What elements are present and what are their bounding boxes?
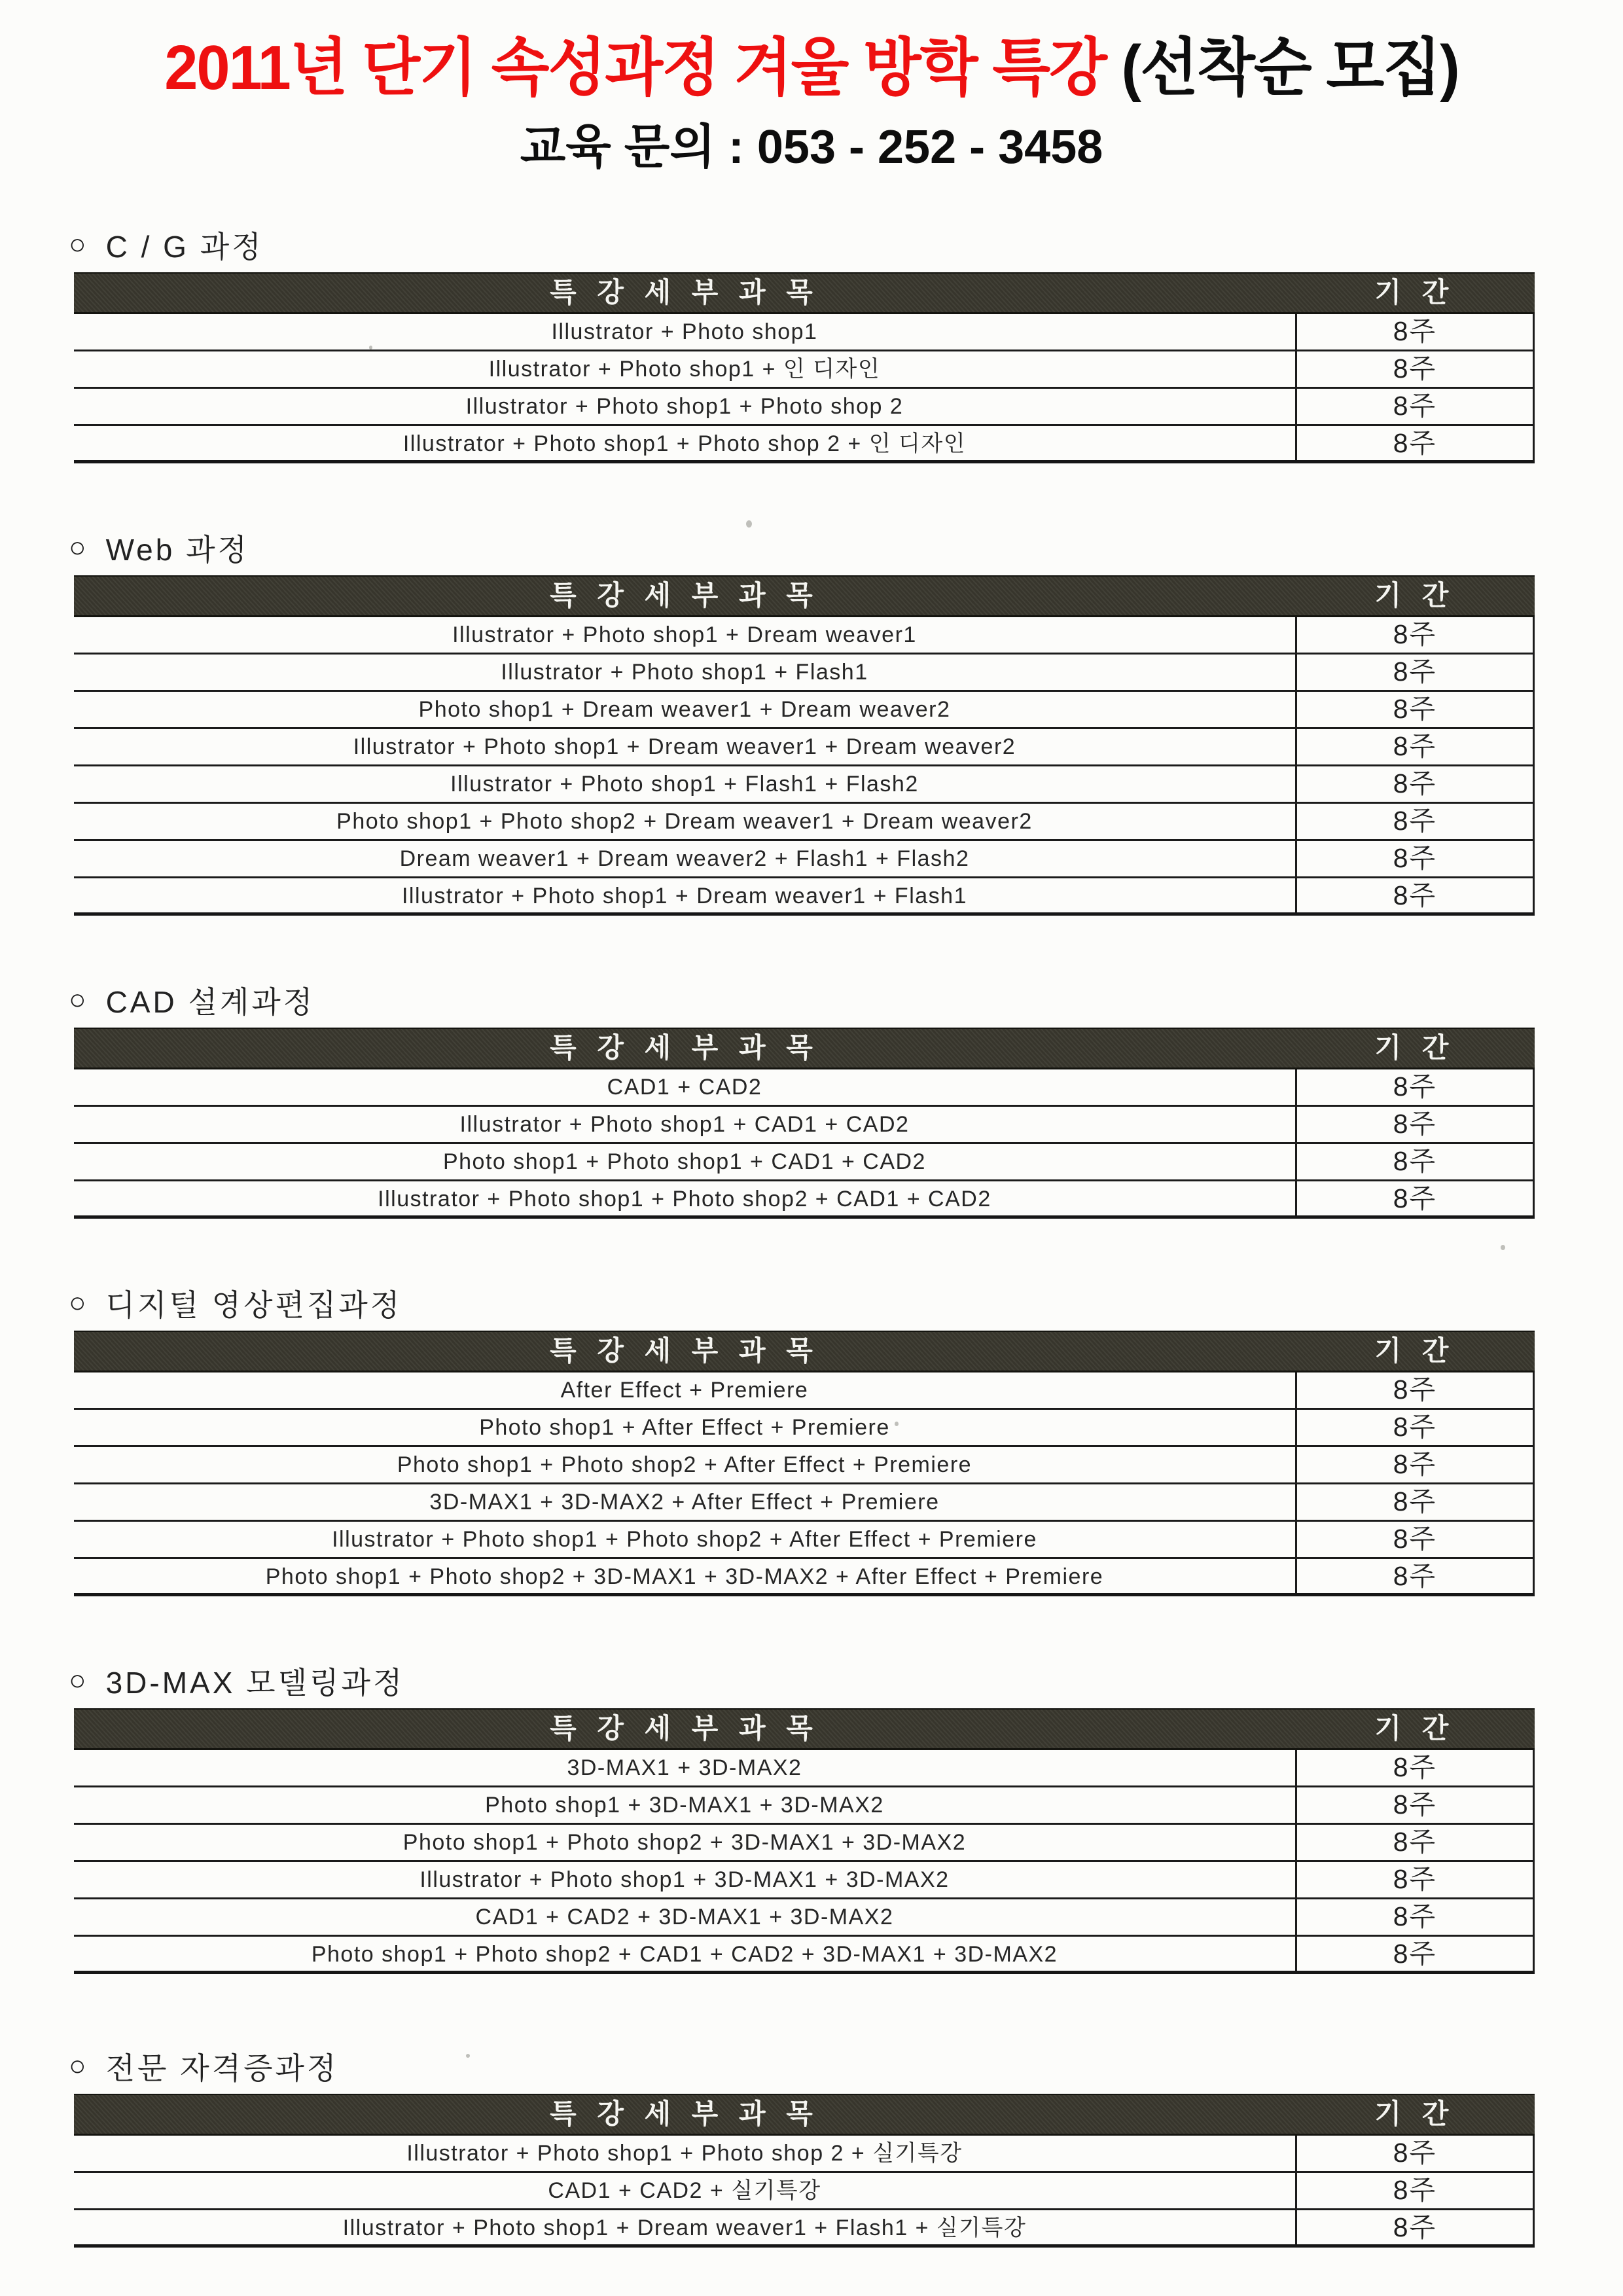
subject-column-header: 특 강 세 부 과 목 <box>550 2098 819 2129</box>
subject-cell: Illustrator + Photo shop1 <box>551 319 818 344</box>
subject-cell: CAD1 + CAD2 + 3D-MAX1 + 3D-MAX2 <box>475 1904 894 1929</box>
duration-cell: 8주 <box>1295 389 1535 424</box>
table-row <box>74 1181 1535 1219</box>
duration-cell: 8주 <box>1295 692 1535 727</box>
duration-cell: 8주 <box>1295 1484 1535 1520</box>
course-table <box>74 1708 1535 1974</box>
duration-cell: 8주 <box>1295 1144 1535 1179</box>
table-row <box>74 1825 1535 1862</box>
duration-cell: 8주 <box>1295 1410 1535 1445</box>
duration-column-header: 기 간 <box>1374 1712 1455 1744</box>
duration-column-header: 기 간 <box>1374 1335 1455 1366</box>
duration-column-header: 기 간 <box>1374 1031 1455 1063</box>
subject-column-header: 특 강 세 부 과 목 <box>550 579 819 611</box>
duration-column-header: 기 간 <box>1374 579 1455 611</box>
duration-cell: 8주 <box>1295 1069 1535 1105</box>
subject-cell: Photo shop1 + Photo shop2 + 3D-MAX1 + 3D-MAX2 <box>402 1829 967 1855</box>
subject-cell: Photo shop1 + Photo shop2 + CAD1 + CAD2 + 3D-MAX1 + 3D-MAX2 <box>311 1941 1058 1967</box>
course-section <box>0 529 1623 916</box>
subject-cell: Dream weaver1 + Dream weaver2 + Flash1 + Flash2 <box>399 846 970 871</box>
scan-speck <box>369 346 372 350</box>
duration-cell: 8주 <box>1295 878 1535 912</box>
course-section <box>0 226 1623 463</box>
subject-cell: Photo shop1 + After Effect + Premiere <box>479 1414 890 1440</box>
scan-speck <box>895 1422 899 1426</box>
table-header-row <box>74 1708 1535 1750</box>
circle-bullet-icon: ○ <box>69 1286 86 1319</box>
section-label: CAD 설계과정 <box>105 984 315 1019</box>
scan-speck <box>466 2054 470 2058</box>
subject-cell: Photo shop1 + Photo shop2 + After Effect + Premiere <box>397 1452 972 1477</box>
page-title-note: (선착순 모집) <box>1121 33 1459 103</box>
course-table <box>74 2094 1535 2248</box>
table-row <box>74 1484 1535 1522</box>
table-row <box>74 1069 1535 1107</box>
circle-bullet-icon: ○ <box>69 2049 86 2082</box>
subject-cell: Illustrator + Photo shop1 + Dream weaver1 + Flash1 + 실기특강 <box>342 2215 1027 2240</box>
duration-cell: 8주 <box>1295 655 1535 690</box>
table-row <box>74 878 1535 916</box>
circle-bullet-icon: ○ <box>69 531 86 564</box>
sections-container <box>0 226 1623 2248</box>
course-section <box>0 2047 1623 2248</box>
subject-column-header: 특 강 세 부 과 목 <box>550 1335 819 1366</box>
table-header-row <box>74 2094 1535 2136</box>
scan-speck <box>1501 1245 1505 1250</box>
subject-cell: CAD1 + CAD2 <box>607 1074 762 1100</box>
table-row <box>74 1937 1535 1974</box>
table-row <box>74 804 1535 841</box>
duration-cell: 8주 <box>1295 1899 1535 1935</box>
table-row <box>74 617 1535 655</box>
subject-cell: Illustrator + Photo shop1 + 3D-MAX1 + 3D-MAX2 <box>419 1867 950 1892</box>
subject-cell: Illustrator + Photo shop1 + Dream weaver1 <box>452 622 917 647</box>
scan-speck <box>746 520 752 528</box>
contact-phone-line: 교육 문의 : 053 - 252 - 3458 <box>520 120 1103 173</box>
course-table <box>74 272 1535 463</box>
table-row <box>74 729 1535 766</box>
duration-cell: 8주 <box>1295 314 1535 350</box>
table-row <box>74 1447 1535 1484</box>
table-row <box>74 2136 1535 2173</box>
subject-cell: Illustrator + Photo shop1 + 인 디자인 <box>488 356 881 382</box>
table-row <box>74 1410 1535 1447</box>
duration-column-header: 기 간 <box>1374 276 1455 308</box>
duration-cell: 8주 <box>1295 351 1535 387</box>
duration-cell: 8주 <box>1295 1937 1535 1971</box>
table-row <box>74 1144 1535 1181</box>
duration-cell: 8주 <box>1295 2136 1535 2171</box>
subject-cell: Photo shop1 + Photo shop1 + CAD1 + CAD2 <box>442 1149 926 1174</box>
section-heading <box>69 981 1623 1019</box>
table-header-row <box>74 272 1535 314</box>
duration-cell: 8주 <box>1295 1787 1535 1823</box>
subject-cell: Illustrator + Photo shop1 + CAD1 + CAD2 <box>459 1111 910 1137</box>
table-row <box>74 1862 1535 1899</box>
subject-cell: Illustrator + Photo shop1 + Photo shop2 + CAD1 + CAD2 <box>378 1186 991 1211</box>
section-heading <box>69 1662 1623 1700</box>
duration-cell: 8주 <box>1295 617 1535 653</box>
duration-cell: 8주 <box>1295 1181 1535 1215</box>
table-header-row <box>74 1331 1535 1372</box>
table-row <box>74 1522 1535 1559</box>
table-row <box>74 389 1535 426</box>
circle-bullet-icon: ○ <box>69 228 86 260</box>
subject-column-header: 특 강 세 부 과 목 <box>550 1712 819 1744</box>
subject-cell: 3D-MAX1 + 3D-MAX2 + After Effect + Premiere <box>429 1489 940 1515</box>
table-row <box>74 1372 1535 1410</box>
duration-cell: 8주 <box>1295 1862 1535 1897</box>
table-row <box>74 841 1535 878</box>
table-row <box>74 1107 1535 1144</box>
table-row <box>74 655 1535 692</box>
duration-cell: 8주 <box>1295 1447 1535 1482</box>
course-table <box>74 1028 1535 1219</box>
page-title-main: 2011년 단기 속성과정 겨울 방학 특강 <box>164 33 1122 103</box>
duration-cell: 8주 <box>1295 1107 1535 1142</box>
duration-cell: 8주 <box>1295 804 1535 839</box>
table-row <box>74 766 1535 804</box>
circle-bullet-icon: ○ <box>69 1664 86 1696</box>
subject-cell: Photo shop1 + Photo shop2 + Dream weaver1 + Dream weaver2 <box>336 808 1033 834</box>
section-label: 전문 자격증과정 <box>105 2051 339 2085</box>
section-heading <box>69 1284 1623 1322</box>
circle-bullet-icon: ○ <box>69 983 86 1016</box>
section-label: C / G 과정 <box>105 229 264 264</box>
course-section <box>0 1662 1623 1974</box>
table-row <box>74 314 1535 351</box>
subject-cell: Photo shop1 + Photo shop2 + 3D-MAX1 + 3D-MAX2 + After Effect + Premiere <box>265 1564 1104 1589</box>
subject-cell: Photo shop1 + Dream weaver1 + Dream weaver2 <box>418 696 951 722</box>
subject-cell: Photo shop1 + 3D-MAX1 + 3D-MAX2 <box>485 1792 884 1818</box>
table-row <box>74 1559 1535 1596</box>
course-table <box>74 1331 1535 1596</box>
subject-column-header: 특 강 세 부 과 목 <box>550 1031 819 1063</box>
course-table <box>74 575 1535 916</box>
duration-cell: 8주 <box>1295 841 1535 876</box>
duration-cell: 8주 <box>1295 2173 1535 2208</box>
duration-cell: 8주 <box>1295 1825 1535 1860</box>
table-row <box>74 1750 1535 1787</box>
table-header-row <box>74 1028 1535 1069</box>
table-row <box>74 2210 1535 2248</box>
section-label: Web 과정 <box>105 532 249 567</box>
duration-cell: 8주 <box>1295 2210 1535 2244</box>
section-heading <box>69 2047 1623 2085</box>
subject-cell: Illustrator + Photo shop1 + Dream weaver1 + Flash1 <box>401 883 967 908</box>
duration-cell: 8주 <box>1295 1372 1535 1408</box>
course-section <box>0 1284 1623 1596</box>
subject-cell: 3D-MAX1 + 3D-MAX2 <box>567 1755 802 1780</box>
subject-cell: Illustrator + Photo shop1 + Photo shop 2 + 인 디자인 <box>402 431 967 456</box>
table-row <box>74 351 1535 389</box>
duration-cell: 8주 <box>1295 766 1535 802</box>
duration-cell: 8주 <box>1295 1522 1535 1557</box>
subject-cell: After Effect + Premiere <box>560 1377 809 1403</box>
duration-cell: 8주 <box>1295 1750 1535 1785</box>
section-label: 디지털 영상편집과정 <box>105 1287 402 1322</box>
subject-cell: Illustrator + Photo shop1 + Photo shop 2 + 실기특강 <box>406 2140 963 2166</box>
course-section <box>0 981 1623 1219</box>
table-row <box>74 1899 1535 1937</box>
subject-cell: Illustrator + Photo shop1 + Photo shop 2 <box>465 393 904 419</box>
page-title <box>0 29 1623 109</box>
table-row <box>74 692 1535 729</box>
table-header-row <box>74 575 1535 617</box>
subject-cell: Illustrator + Photo shop1 + Dream weaver1 + Dream weaver2 <box>353 734 1016 759</box>
table-row <box>74 1787 1535 1825</box>
subject-cell: Illustrator + Photo shop1 + Flash1 + Flash2 <box>450 771 919 797</box>
table-row <box>74 2173 1535 2210</box>
subject-cell: CAD1 + CAD2 + 실기특강 <box>548 2178 821 2203</box>
duration-cell: 8주 <box>1295 729 1535 764</box>
subject-cell: Illustrator + Photo shop1 + Photo shop2 + After Effect + Premiere <box>332 1526 1037 1552</box>
section-heading <box>69 226 1623 264</box>
section-label: 3D-MAX 모델링과정 <box>105 1665 405 1700</box>
subject-column-header: 특 강 세 부 과 목 <box>550 276 819 308</box>
table-row <box>74 426 1535 463</box>
duration-column-header: 기 간 <box>1374 2098 1455 2129</box>
duration-cell: 8주 <box>1295 1559 1535 1593</box>
duration-cell: 8주 <box>1295 426 1535 460</box>
subject-cell: Illustrator + Photo shop1 + Flash1 <box>501 659 868 685</box>
section-heading <box>69 529 1623 567</box>
